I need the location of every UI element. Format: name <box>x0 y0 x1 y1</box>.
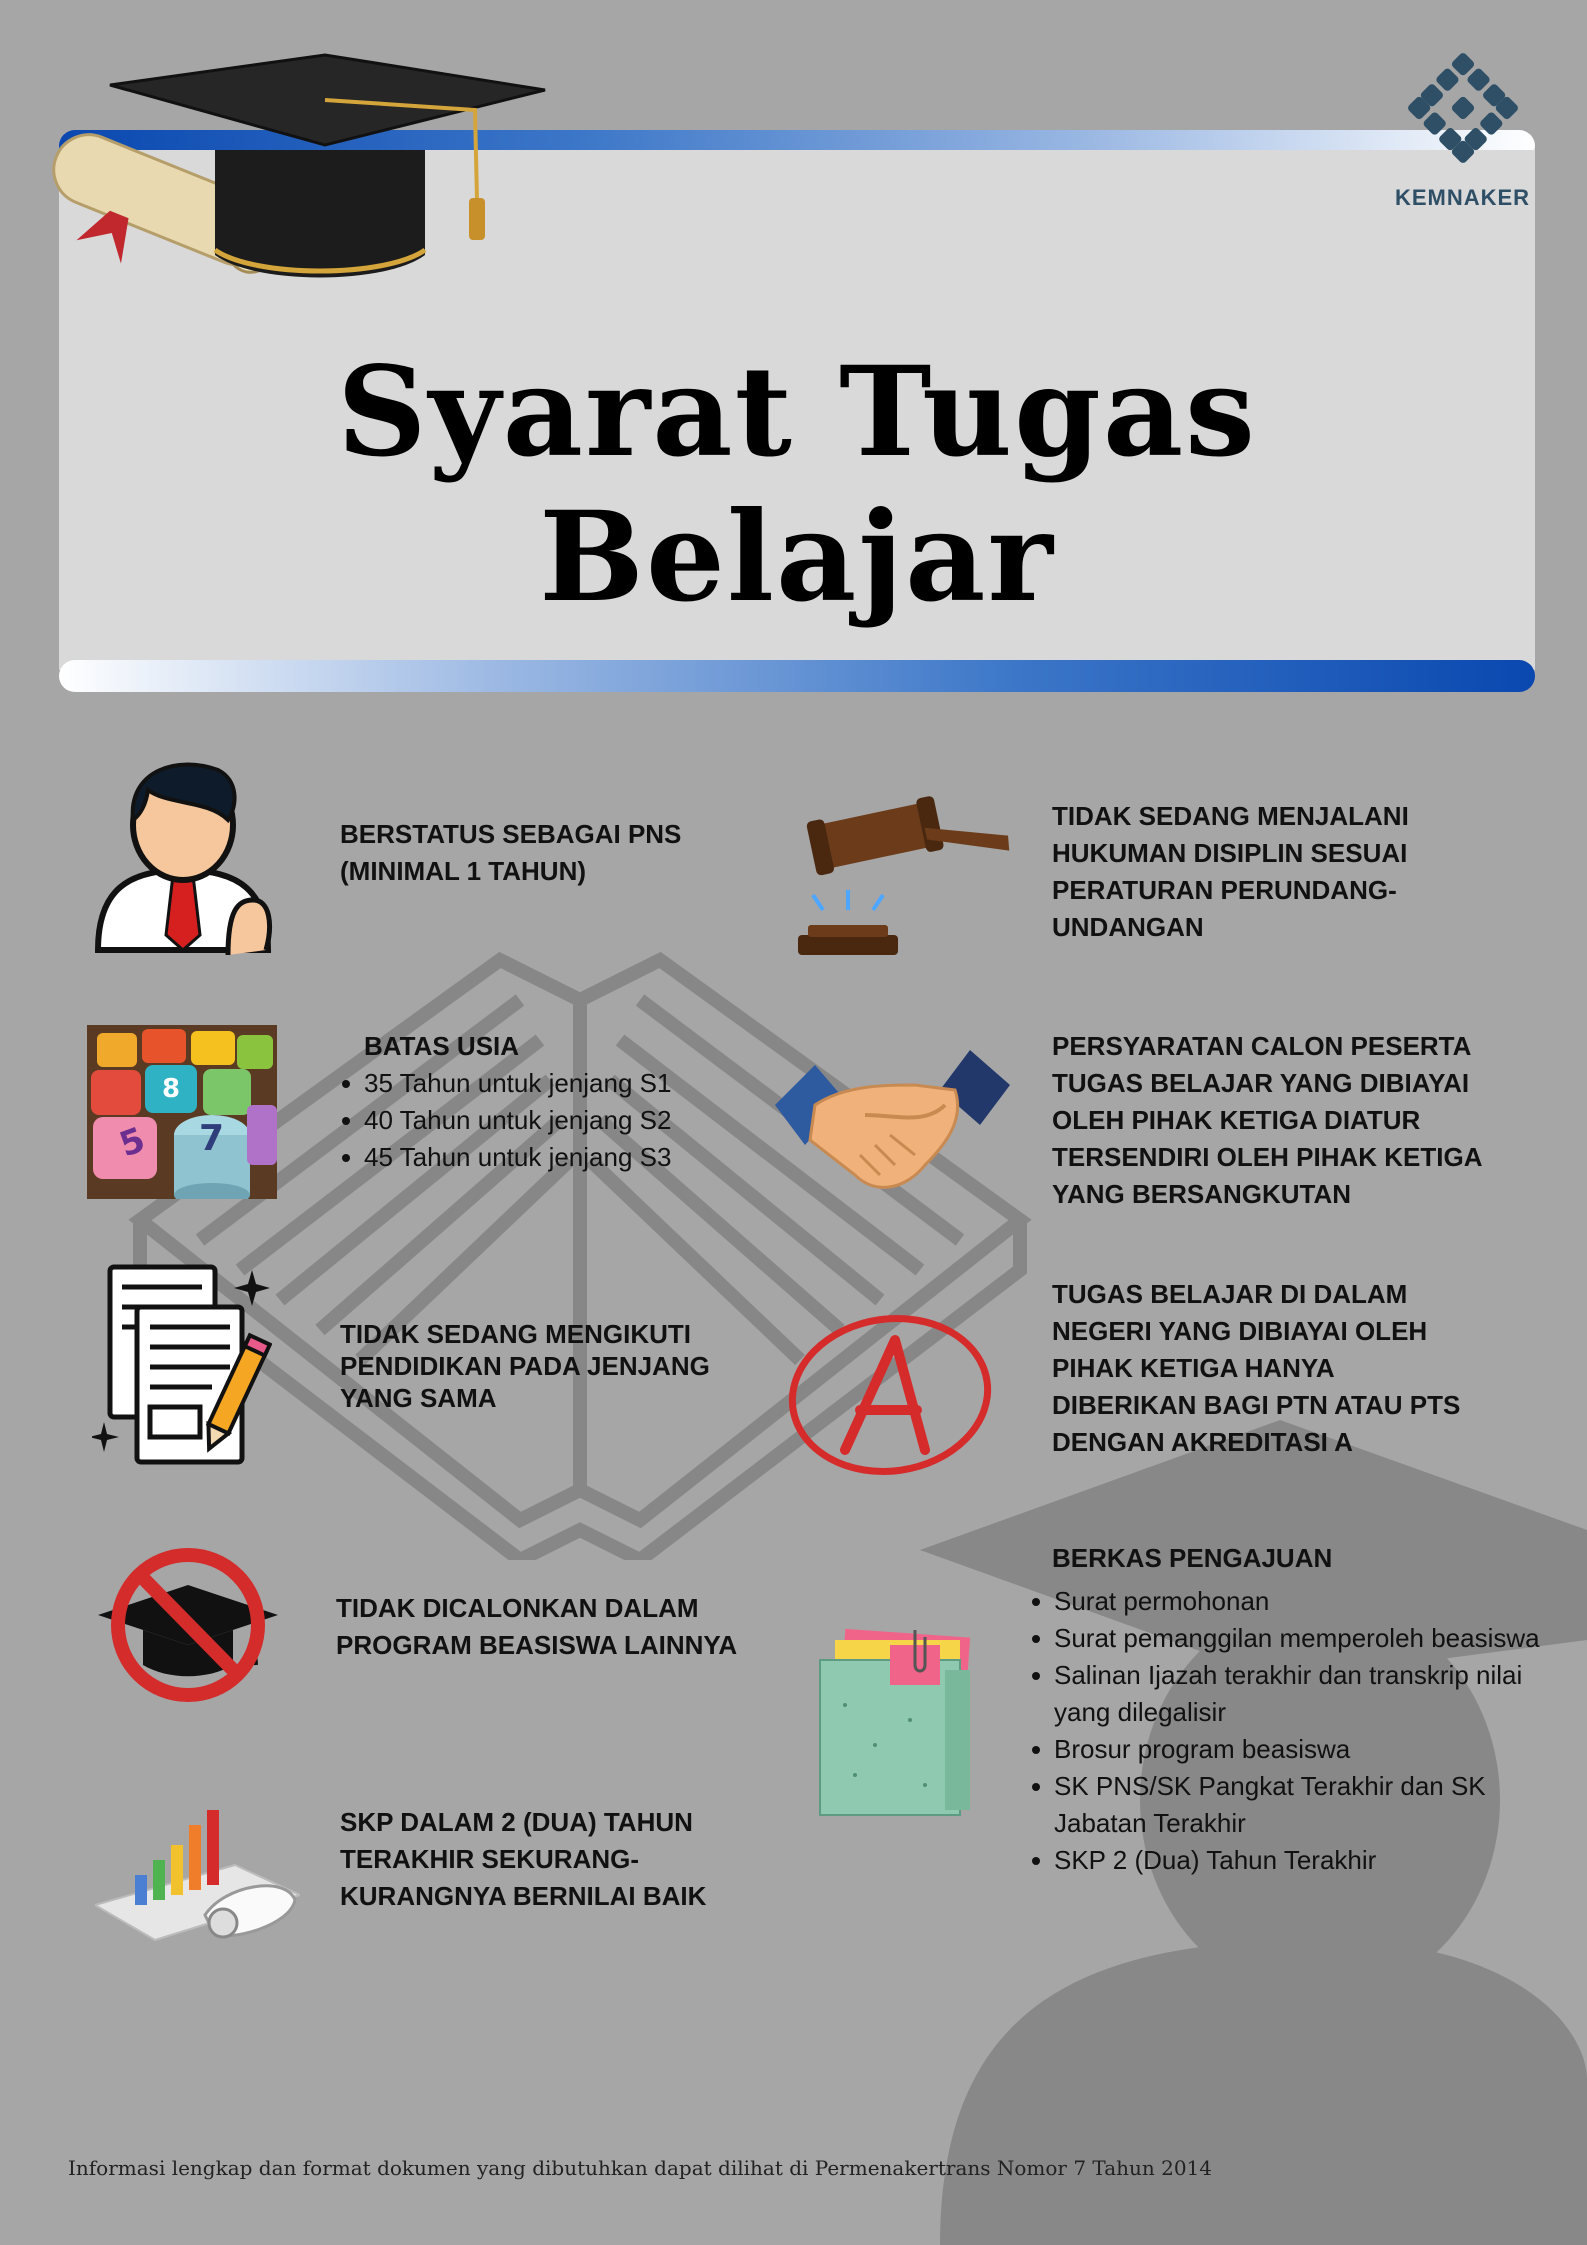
list-item: Surat pemanggilan memperoleh beasiswa <box>1030 1620 1550 1657</box>
requirement-text: SKP DALAM 2 (DUA) TAHUN TERAKHIR SEKURANG- KURANGNYA BERNILAI BAIK <box>340 1807 707 1911</box>
list-item: SKP 2 (Dua) Tahun Terakhir <box>1030 1842 1550 1879</box>
requirement-text: TIDAK SEDANG MENGIKUTI PENDIDIKAN PADA JENJANG YANG SAMA <box>340 1319 710 1413</box>
requirement-text: TIDAK SEDANG MENJALANI HUKUMAN DISIPLIN SESUAI PERATURAN PERUNDANG- UNDANGAN <box>1052 801 1409 942</box>
kemnaker-logo-icon <box>1393 38 1533 178</box>
svg-text:8: 8 <box>162 1074 181 1104</box>
bar-chart-report-icon <box>95 1805 300 1945</box>
svg-text:5: 5 <box>114 1119 151 1166</box>
handshake-icon <box>775 1045 1010 1200</box>
requirement-not-in-same-level <box>340 1318 760 1414</box>
footer-note: Informasi lengkap dan format dokumen yang dibutuhkan dapat dilihat di Permenakertrans Nomor 7 Tahun 2014 <box>68 2156 1213 2180</box>
requirement-not-nominated <box>336 1590 796 1664</box>
logo-text: KEMNAKER <box>1394 185 1531 210</box>
requirement-text: BERSTATUS SEBAGAI PNS (MINIMAL 1 TAHUN) <box>340 819 682 886</box>
documents-block <box>1030 1540 1550 1879</box>
folder-papers-icon <box>815 1625 975 1820</box>
documents-list <box>1030 1583 1550 1879</box>
number-blocks-photo <box>87 1025 277 1199</box>
list-item: Salinan Ijazah terakhir dan transkrip nilai yang dilegalisir <box>1030 1657 1550 1731</box>
civil-servant-icon <box>88 750 278 970</box>
documents-title: BERKAS PENGAJUAN <box>1052 1543 1333 1573</box>
age-limit-title: BATAS USIA <box>364 1031 520 1061</box>
requirement-skp <box>340 1804 770 1915</box>
age-limit-block <box>340 1028 760 1176</box>
page-title: Syarat Tugas Belajar <box>337 340 1257 630</box>
documents-pencil-icon <box>92 1262 272 1467</box>
list-item: SK PNS/SK Pangkat Terakhir dan SK Jabatan Terakhir <box>1030 1768 1550 1842</box>
age-limit-list <box>340 1065 760 1176</box>
requirement-pns-status <box>340 816 770 890</box>
gavel-icon <box>778 790 1013 955</box>
grade-a-icon <box>785 1310 995 1480</box>
list-item: Brosur program beasiswa <box>1030 1731 1550 1768</box>
list-item: 45 Tahun untuk jenjang S3 <box>340 1139 760 1176</box>
list-item: 40 Tahun untuk jenjang S2 <box>340 1102 760 1139</box>
list-item: Surat permohonan <box>1030 1583 1550 1620</box>
requirement-text: TIDAK DICALONKAN DALAM PROGRAM BEASISWA LAINNYA <box>336 1593 738 1660</box>
requirement-third-party <box>1052 1028 1522 1213</box>
requirement-text: TUGAS BELAJAR DI DALAM NEGERI YANG DIBIAYAI OLEH PIHAK KETIGA HANYA DIBERIKAN BAGI PTN ATAU PTS DENGAN AKREDITASI A <box>1052 1279 1461 1457</box>
no-scholarship-icon <box>88 1545 288 1705</box>
header-gradient-bar-bottom <box>59 660 1535 692</box>
requirement-accreditation <box>1052 1276 1522 1461</box>
requirement-text: PERSYARATAN CALON PESERTA TUGAS BELAJAR YANG DIBIAYAI OLEH PIHAK KETIGA DIATUR TERSENDIRI OLEH PIHAK KETIGA YANG BERSANGKUTAN <box>1052 1031 1483 1209</box>
requirement-no-discipline <box>1052 798 1512 946</box>
list-item: 35 Tahun untuk jenjang S1 <box>340 1065 760 1102</box>
kemnaker-logo <box>1390 38 1535 228</box>
svg-text:7: 7 <box>199 1118 225 1159</box>
graduation-cap-diploma-icon <box>25 50 565 290</box>
